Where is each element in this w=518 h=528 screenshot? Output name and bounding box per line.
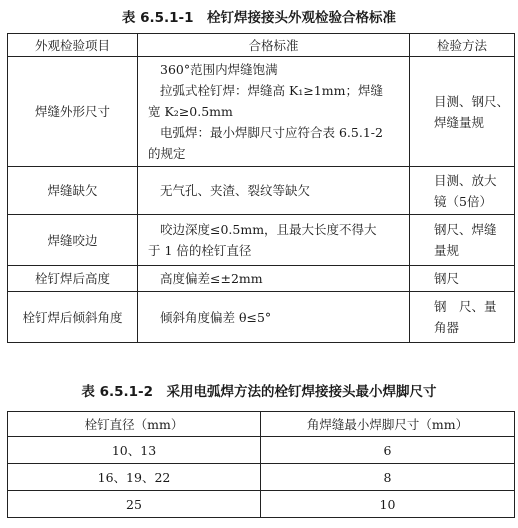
table-row bbox=[8, 57, 515, 167]
method-line: 钢尺 bbox=[434, 271, 460, 286]
table-row bbox=[8, 167, 515, 215]
method-cell bbox=[410, 266, 515, 292]
table1-title: 表 6.5.1-1 栓钉焊接接头外观检验合格标准 bbox=[121, 10, 397, 26]
header-method: 检验方法 bbox=[410, 34, 515, 57]
standard-line: 无气孔、夹渣、裂纹等缺欠 bbox=[160, 183, 311, 198]
standard-cell bbox=[138, 266, 410, 292]
standard-line: 的规定 bbox=[148, 146, 186, 161]
standard-line: 电弧焊：最小焊脚尺寸应符合表 6.5.1-2 bbox=[160, 125, 383, 140]
table2-title: 表 6.5.1-2 采用电弧焊方法的栓钉焊接接头最小焊脚尺寸 bbox=[81, 384, 437, 400]
standard-line: 拉弧式栓钉焊：焊缝高 K₁≥1mm；焊缝 bbox=[160, 83, 383, 98]
table-row bbox=[8, 437, 515, 464]
standard-cell bbox=[138, 215, 410, 266]
fillet-size-cell: 10 bbox=[261, 491, 515, 518]
fillet-size-cell: 8 bbox=[261, 464, 515, 491]
stud-diameter-cell: 25 bbox=[8, 491, 261, 518]
method-cell bbox=[410, 292, 515, 343]
stud-diameter-cell: 16、19、22 bbox=[8, 464, 261, 491]
table-row bbox=[8, 491, 515, 518]
standard-cell bbox=[138, 292, 410, 343]
method-line: 量规 bbox=[434, 243, 460, 258]
header-item: 外观检验项目 bbox=[8, 34, 138, 57]
table-header-row bbox=[8, 412, 515, 437]
standard-line: 倾斜角度偏差 θ≤5° bbox=[160, 309, 272, 325]
method-line: 角器 bbox=[434, 320, 460, 335]
item-cell: 栓钉焊后高度 bbox=[8, 266, 138, 292]
item-cell: 栓钉焊后倾斜角度 bbox=[8, 292, 138, 343]
header-standard: 合格标准 bbox=[138, 34, 410, 57]
table-row bbox=[8, 266, 515, 292]
header-stud-diameter: 栓钉直径（mm） bbox=[8, 412, 261, 437]
min-fillet-size-table bbox=[7, 411, 515, 518]
standard-line: 于 1 倍的栓钉直径 bbox=[148, 243, 252, 258]
item-cell: 焊缝缺欠 bbox=[8, 167, 138, 215]
item-cell: 焊缝咬边 bbox=[8, 215, 138, 266]
standard-cell bbox=[138, 57, 410, 167]
stud-diameter-cell: 10、13 bbox=[8, 437, 261, 464]
method-line: 焊缝量规 bbox=[434, 114, 485, 130]
inspection-criteria-table bbox=[7, 33, 515, 343]
method-line: 目测、钢尺、 bbox=[434, 93, 510, 109]
fillet-size-cell: 6 bbox=[261, 437, 515, 464]
standard-line: 360°范围内焊缝饱满 bbox=[160, 62, 278, 77]
method-line: 目测、放大 bbox=[434, 172, 497, 188]
standard-cell bbox=[138, 167, 410, 215]
standard-line: 宽 K₂≥0.5mm bbox=[148, 104, 233, 119]
method-line: 镜（5倍） bbox=[434, 193, 492, 209]
header-min-fillet-size: 角焊缝最小焊脚尺寸（mm） bbox=[261, 412, 515, 437]
item-cell: 焊缝外形尺寸 bbox=[8, 57, 138, 167]
standard-line: 咬边深度≤0.5mm，且最大长度不得大 bbox=[160, 222, 377, 237]
table-row bbox=[8, 292, 515, 343]
method-line: 钢 尺、量 bbox=[434, 299, 497, 314]
method-cell bbox=[410, 57, 515, 167]
table-row bbox=[8, 464, 515, 491]
method-line: 钢尺、焊缝 bbox=[434, 222, 497, 237]
method-cell bbox=[410, 167, 515, 215]
method-cell bbox=[410, 215, 515, 266]
table-header-row bbox=[8, 34, 515, 57]
table-row bbox=[8, 215, 515, 266]
standard-line: 高度偏差≤±2mm bbox=[160, 271, 263, 286]
